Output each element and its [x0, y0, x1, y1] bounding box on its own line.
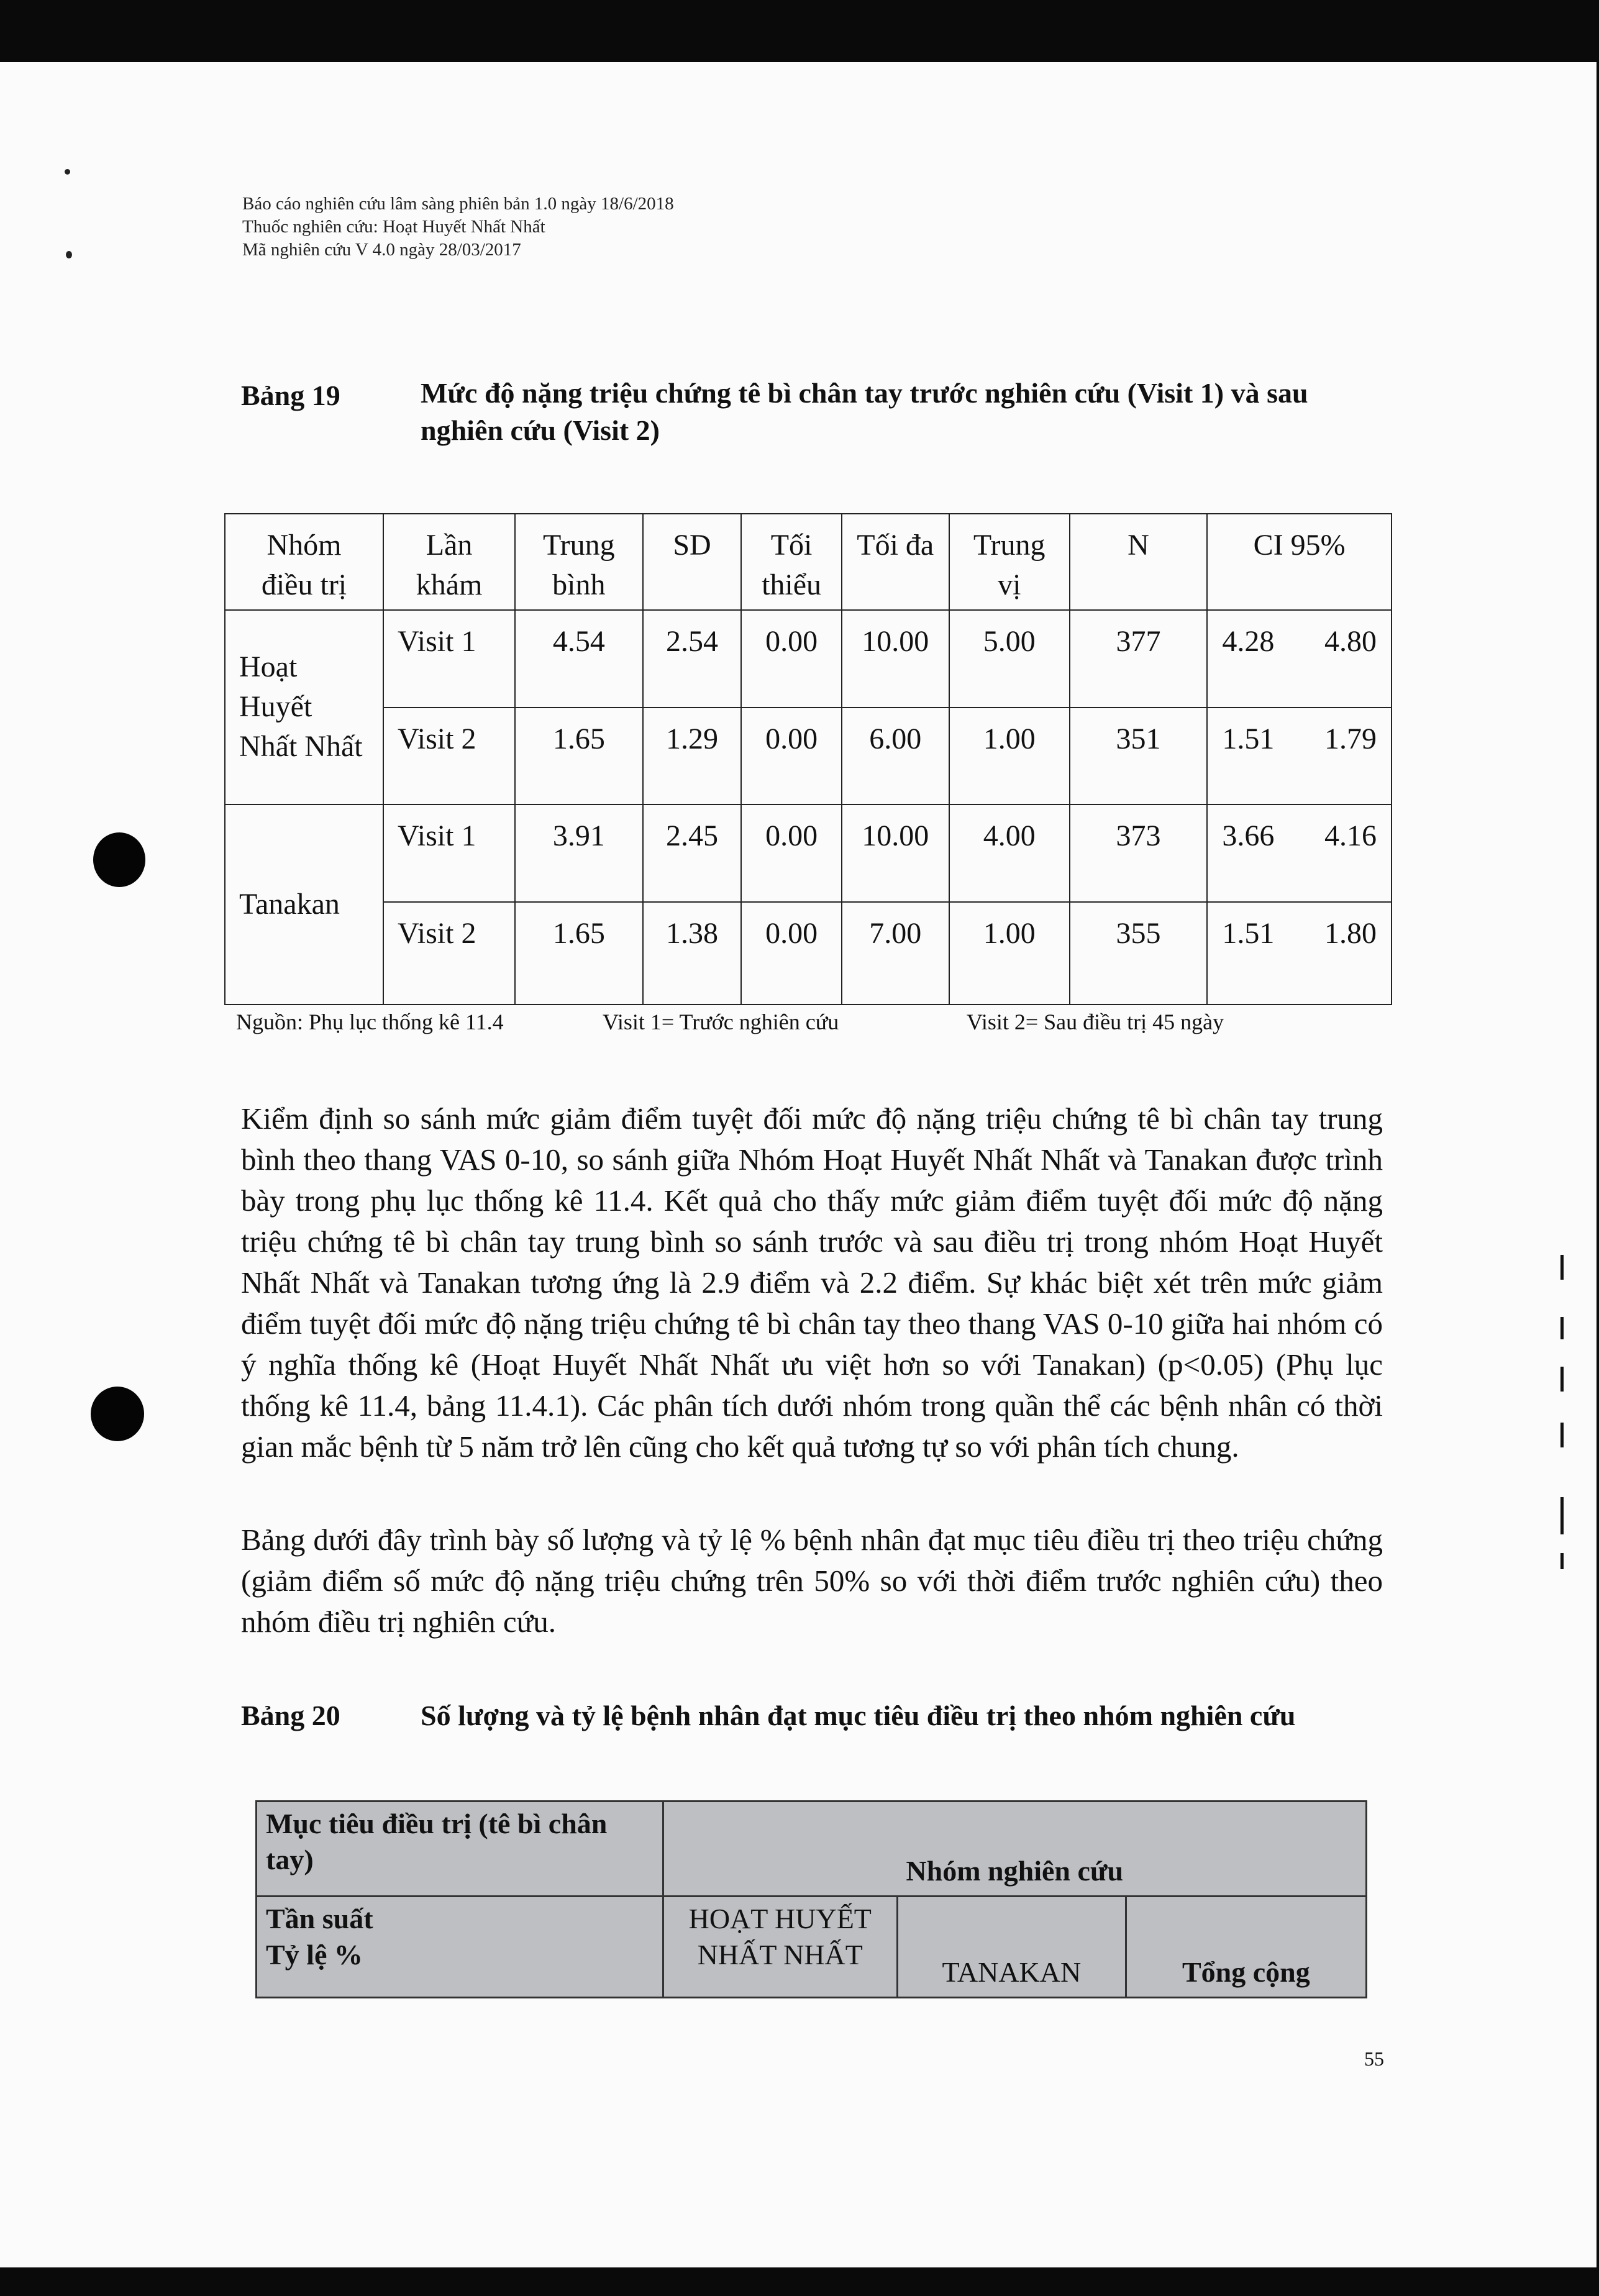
cell-min: 0.00 [741, 708, 841, 804]
cell-mean: 1.65 [515, 902, 642, 1004]
cell-ci: 4.28 4.80 [1207, 610, 1392, 708]
cell-min: 0.00 [741, 610, 841, 708]
cell-mean: 3.91 [515, 804, 642, 902]
group-hhnn: Hoạt Huyết Nhất Nhất [225, 610, 383, 804]
table19-source: Nguồn: Phụ lục thống kê 11.4 [236, 1009, 504, 1034]
cell-n: 377 [1070, 610, 1208, 708]
header-line-report: Báo cáo nghiên cứu lâm sàng phiên bản 1.0 ngày 18/6/2018 [242, 194, 674, 214]
th-min: Tối thiểu [741, 514, 841, 610]
scan-speck [66, 251, 72, 258]
table20-label: Bảng 20 [241, 1700, 340, 1731]
paragraph-intro-table20: Bảng dưới đây trình bày số lượng và tỷ lệ % bệnh nhân đạt mục tiêu điều trị theo triệu chứng (giảm điểm số mức độ nặng triệu chứng trên 50% so với thời điểm trước nghiên cứu) theo nhóm điều trị nghiên cứu. [241, 1523, 1383, 1639]
th-median: Trung vị [949, 514, 1070, 610]
table-row [225, 902, 1392, 1004]
cell-visit: Visit 2 [383, 708, 515, 804]
table-row [225, 708, 1392, 804]
cell-visit: Visit 1 [383, 610, 515, 708]
cell-median: 1.00 [949, 708, 1070, 804]
cell-n: 351 [1070, 708, 1208, 804]
cell-n: 373 [1070, 804, 1208, 902]
table20 [255, 1800, 1367, 1998]
table19-label: Bảng 19 [241, 380, 340, 411]
table20-pct-label: Tỷ lệ % [266, 1939, 363, 1970]
table20-freq-pct-label [257, 1897, 663, 1998]
header-line-drug: Thuốc nghiên cứu: Hoạt Huyết Nhất Nhất [242, 217, 545, 237]
cell-ci: 1.51 1.79 [1207, 708, 1392, 804]
th-visit: Lần khám [383, 514, 515, 610]
table19-title-line1: Mức độ nặng triệu chứng tê bì chân tay trước nghiên cứu (Visit 1) và sau [421, 377, 1308, 409]
cell-n: 355 [1070, 902, 1208, 1004]
table20-title: Số lượng và tỷ lệ bệnh nhân đạt mục tiêu điều trị theo nhóm nghiên cứu [421, 1700, 1296, 1731]
scan-edge-mark [1560, 1317, 1564, 1339]
cell-sd: 1.38 [643, 902, 742, 1004]
table20-col-hhnn: HOẠT HUYẾT NHẤT NHẤT [663, 1897, 897, 1998]
scan-edge-mark [1560, 1255, 1564, 1280]
table20-col-tanakan: TANAKAN [898, 1897, 1126, 1998]
table20-group-header: Nhóm nghiên cứu [663, 1802, 1366, 1897]
cell-visit: Visit 2 [383, 902, 515, 1004]
table19-note-visit1: Visit 1= Trước nghiên cứu [603, 1009, 839, 1034]
paragraph-analysis: Kiểm định so sánh mức giảm điểm tuyệt đối mức độ nặng triệu chứng tê bì chân tay trung bình theo thang VAS 0-10, so sánh giữa Nhóm Hoạt Huyết Nhất Nhất và Tanakan được trình bày trong phụ lục thống kê 11.4. Kết quả cho thấy mức giảm điểm tuyệt đối mức độ nặng triệu chứng tê bì chân tay trung bình so sánh trước và sau điều trị trong nhóm Hoạt Huyết Nhất Nhất và Tanakan tương ứng là 2.9 điểm và 2.2 điểm. Sự khác biệt xét trên mức giảm điểm tuyệt đối mức độ nặng triệu chứng tê bì chân tay theo thang VAS 0-10 giữa hai nhóm có ý nghĩa thống kê (Hoạt Huyết Nhất Nhất ưu việt hơn so với Tanakan) (p<0.05) (Phụ lục thống kê 11.4, bảng 11.4.1). Các phân tích dưới nhóm trong quần thể các bệnh nhân có thời gian mắc bệnh từ 5 năm trở lên cũng cho kết quả tương tự so với phân tích chung. [241, 1101, 1383, 1464]
table20-header-row [257, 1802, 1367, 1897]
cell-max: 7.00 [842, 902, 949, 1004]
table19-title [421, 375, 1390, 449]
scan-edge-mark [1560, 1423, 1564, 1447]
table20-subheader-row [257, 1897, 1367, 1998]
table19-title-line2: nghiên cứu (Visit 2) [421, 414, 660, 446]
cell-mean: 4.54 [515, 610, 642, 708]
cell-visit: Visit 1 [383, 804, 515, 902]
page-number: 55 [1364, 2048, 1384, 2070]
table20-target-label: Mục tiêu điều trị (tê bì chân tay) [257, 1802, 663, 1897]
header-line-code: Mã nghiên cứu V 4.0 ngày 28/03/2017 [242, 240, 521, 260]
cell-ci: 1.51 1.80 [1207, 902, 1392, 1004]
scan-edge-mark [1560, 1367, 1564, 1392]
cell-min: 0.00 [741, 902, 841, 1004]
cell-ci: 3.66 4.16 [1207, 804, 1392, 902]
scan-edge-mark [1560, 1497, 1564, 1534]
punch-hole-top [93, 832, 145, 887]
table19-note-visit2: Visit 2= Sau điều trị 45 ngày [967, 1009, 1224, 1034]
scan-speck [65, 169, 70, 175]
punch-hole-bottom [91, 1387, 144, 1441]
table19 [224, 513, 1392, 1005]
table-row [225, 610, 1392, 708]
cell-max: 6.00 [842, 708, 949, 804]
table-row [225, 804, 1392, 902]
scan-edge-mark [1560, 1553, 1564, 1569]
th-ci: CI 95% [1207, 514, 1392, 610]
th-mean: Trung bình [515, 514, 642, 610]
cell-mean: 1.65 [515, 708, 642, 804]
cell-median: 1.00 [949, 902, 1070, 1004]
running-header [242, 193, 674, 262]
th-sd: SD [643, 514, 742, 610]
th-n: N [1070, 514, 1208, 610]
cell-min: 0.00 [741, 804, 841, 902]
group-tanakan: Tanakan [225, 804, 383, 1004]
cell-sd: 2.54 [643, 610, 742, 708]
table20-freq-label: Tần suất [266, 1903, 373, 1934]
th-max: Tối đa [842, 514, 949, 610]
cell-sd: 1.29 [643, 708, 742, 804]
cell-median: 4.00 [949, 804, 1070, 902]
cell-sd: 2.45 [643, 804, 742, 902]
cell-median: 5.00 [949, 610, 1070, 708]
th-group: Nhóm điều trị [225, 514, 383, 610]
cell-max: 10.00 [842, 610, 949, 708]
cell-max: 10.00 [842, 804, 949, 902]
table19-header-row [225, 514, 1392, 610]
table20-col-total: Tổng cộng [1126, 1897, 1366, 1998]
